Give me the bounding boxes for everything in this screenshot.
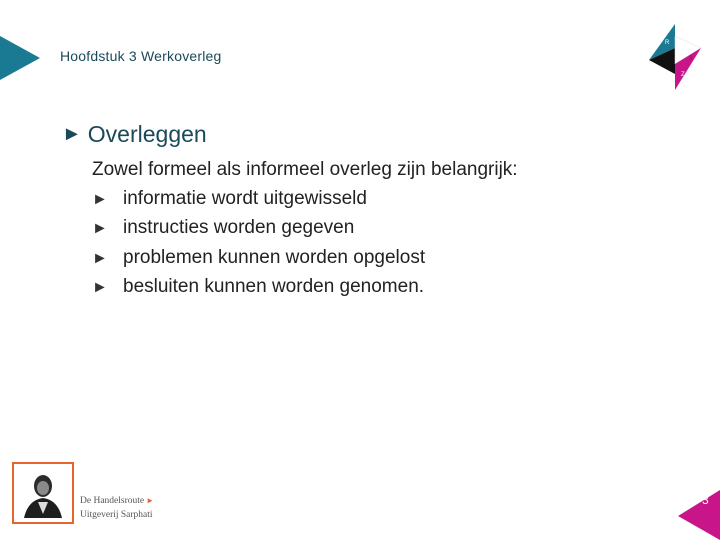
publisher-subtitle: Uitgeverij Sarphati <box>80 510 153 520</box>
brand-logo <box>645 24 703 90</box>
list-item-text: problemen kunnen worden opgelost <box>123 246 426 268</box>
publisher-logo <box>12 462 154 524</box>
slide-body <box>92 156 518 303</box>
bullet-arrow-icon: ► <box>92 249 108 267</box>
page-number-badge <box>678 490 720 540</box>
bullet-arrow-icon: ► <box>92 190 108 208</box>
heading-text: Overleggen <box>87 121 207 147</box>
heading-arrow-icon: ► <box>62 123 82 145</box>
logo-letter-3: 3 <box>689 56 693 62</box>
publisher-arrow-icon: ► <box>146 496 155 505</box>
slide-heading <box>62 121 207 148</box>
list-item <box>92 214 518 244</box>
list-item <box>92 273 518 303</box>
list-item-text: instructies worden gegeven <box>123 217 355 238</box>
portrait-image <box>12 462 74 524</box>
chapter-title: Hoofdstuk 3 Werkoverleg <box>60 48 222 64</box>
logo-letter-r: R <box>665 40 670 46</box>
logo-letter-z: Z <box>681 72 685 78</box>
list-item-text: besluiten kunnen worden genomen. <box>123 276 425 297</box>
publisher-name: De Handelsroute <box>80 496 145 506</box>
decorative-triangle-left <box>0 36 42 82</box>
list-item <box>92 185 518 215</box>
bullet-arrow-icon: ► <box>92 279 108 296</box>
bullet-arrow-icon: ► <box>92 220 108 237</box>
list-item <box>92 244 518 274</box>
portrait-icon <box>14 464 72 522</box>
page-number: 3 <box>702 493 709 507</box>
publisher-text <box>80 494 154 522</box>
intro-text: Zowel formeel als informeel overleg zijn belangrijk: <box>92 159 518 180</box>
list-item-text: informatie wordt uitgewisseld <box>123 187 367 209</box>
